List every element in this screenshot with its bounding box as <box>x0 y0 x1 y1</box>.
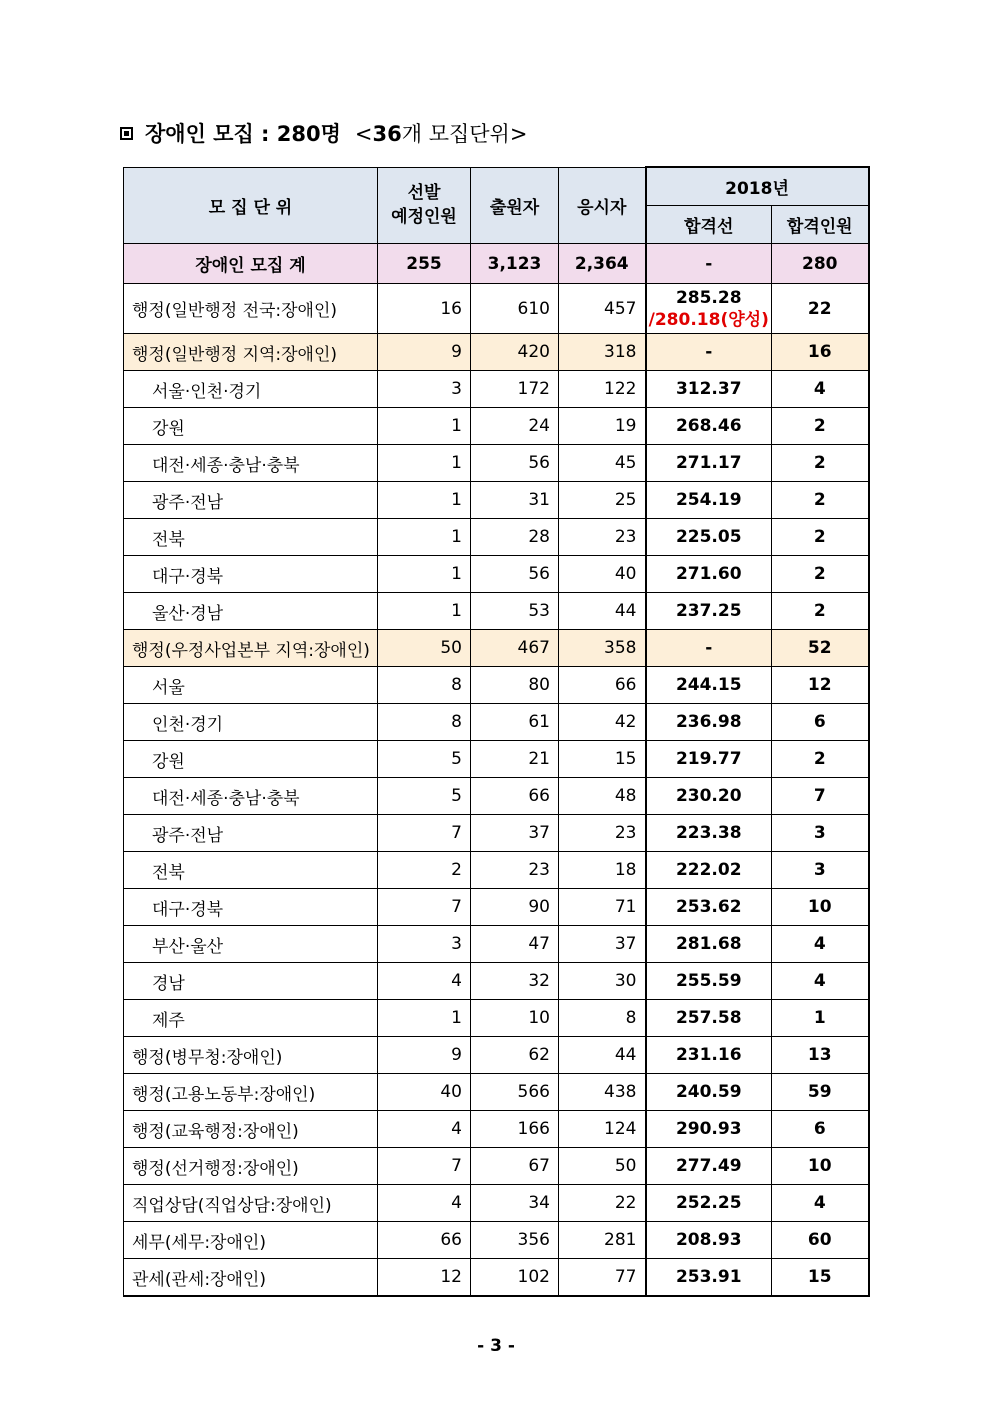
row-name: 서울 <box>124 667 378 704</box>
row-name: 행정(교육행정:장애인) <box>124 1111 378 1148</box>
row-planned: 12 <box>378 1259 471 1297</box>
row-cutoff: 271.17 <box>646 445 772 482</box>
row-planned: 50 <box>378 630 471 667</box>
row-planned: 40 <box>378 1074 471 1111</box>
row-cutoff: 281.68 <box>646 926 772 963</box>
row-passed: 3 <box>772 852 869 889</box>
row-planned: 4 <box>378 1111 471 1148</box>
row-examinees: 40 <box>559 556 646 593</box>
row-name: 직업상담(직업상담:장애인) <box>124 1185 378 1222</box>
row-cutoff: 253.62 <box>646 889 772 926</box>
row-planned: 7 <box>378 889 471 926</box>
row-name: 제주 <box>124 1000 378 1037</box>
row-applicants: 47 <box>471 926 559 963</box>
row-examinees: 358 <box>559 630 646 667</box>
recruitment-table <box>123 166 870 1297</box>
row-examinees: 438 <box>559 1074 646 1111</box>
row-planned: 1 <box>378 1000 471 1037</box>
row-applicants: 610 <box>471 284 559 334</box>
row-passed: 10 <box>772 1148 869 1185</box>
row-planned: 7 <box>378 815 471 852</box>
row-cutoff: - <box>646 334 772 371</box>
row-passed: 2 <box>772 408 869 445</box>
row-name: 인천·경기 <box>124 704 378 741</box>
col-header-passed: 합격인원 <box>772 206 869 244</box>
row-applicants: 166 <box>471 1111 559 1148</box>
row-examinees: 19 <box>559 408 646 445</box>
row-applicants: 62 <box>471 1037 559 1074</box>
row-passed: 2 <box>772 741 869 778</box>
row-passed: 6 <box>772 704 869 741</box>
row-planned: 1 <box>378 482 471 519</box>
row-passed: 22 <box>772 284 869 334</box>
row-name: 행정(고용노동부:장애인) <box>124 1074 378 1111</box>
row-passed: 2 <box>772 482 869 519</box>
total-passed: 280 <box>772 244 869 284</box>
units-text: 개 모집단위> <box>401 122 528 146</box>
heading-units <box>355 122 528 146</box>
row-passed: 59 <box>772 1074 869 1111</box>
row-applicants: 34 <box>471 1185 559 1222</box>
row-name: 행정(선거행정:장애인) <box>124 1148 378 1185</box>
row-name: 광주·전남 <box>124 815 378 852</box>
row-passed: 1 <box>772 1000 869 1037</box>
table-row <box>124 519 869 556</box>
row-applicants: 102 <box>471 1259 559 1297</box>
table-row <box>124 593 869 630</box>
row-examinees: 48 <box>559 778 646 815</box>
row-cutoff: 231.16 <box>646 1037 772 1074</box>
table-row <box>124 284 869 334</box>
table-row <box>124 556 869 593</box>
row-cutoff: 244.15 <box>646 667 772 704</box>
row-cutoff: 208.93 <box>646 1222 772 1259</box>
row-name: 대구·경북 <box>124 556 378 593</box>
row-examinees: 37 <box>559 926 646 963</box>
row-passed: 2 <box>772 593 869 630</box>
row-name: 부산·울산 <box>124 926 378 963</box>
table-row <box>124 963 869 1000</box>
table-row <box>124 1111 869 1148</box>
row-examinees: 122 <box>559 371 646 408</box>
row-passed: 7 <box>772 778 869 815</box>
row-passed: 16 <box>772 334 869 371</box>
row-passed: 4 <box>772 926 869 963</box>
col-header-applicants: 출원자 <box>471 167 559 244</box>
row-passed: 60 <box>772 1222 869 1259</box>
row-passed: 52 <box>772 630 869 667</box>
row-name: 대구·경북 <box>124 889 378 926</box>
row-examinees: 45 <box>559 445 646 482</box>
row-applicants: 23 <box>471 852 559 889</box>
table-row <box>124 889 869 926</box>
row-cutoff: 254.19 <box>646 482 772 519</box>
row-applicants: 32 <box>471 963 559 1000</box>
row-name: 서울·인천·경기 <box>124 371 378 408</box>
row-examinees: 281 <box>559 1222 646 1259</box>
row-applicants: 28 <box>471 519 559 556</box>
row-applicants: 56 <box>471 445 559 482</box>
row-applicants: 10 <box>471 1000 559 1037</box>
row-name: 행정(우정사업본부 지역:장애인) <box>124 630 378 667</box>
row-cutoff: 253.91 <box>646 1259 772 1297</box>
row-examinees: 30 <box>559 963 646 1000</box>
table-row <box>124 815 869 852</box>
row-name: 전북 <box>124 519 378 556</box>
row-applicants: 31 <box>471 482 559 519</box>
row-cutoff: 225.05 <box>646 519 772 556</box>
table-row <box>124 926 869 963</box>
units-open: < <box>354 122 373 146</box>
table-row <box>124 778 869 815</box>
row-examinees: 66 <box>559 667 646 704</box>
total-name: 장애인 모집 계 <box>124 244 378 284</box>
row-cutoff: 240.59 <box>646 1074 772 1111</box>
row-cutoff: 255.59 <box>646 963 772 1000</box>
table-row <box>124 1000 869 1037</box>
row-planned: 9 <box>378 334 471 371</box>
table-row <box>124 1148 869 1185</box>
table-row <box>124 371 869 408</box>
row-planned: 5 <box>378 741 471 778</box>
row-name: 행정(일반행정 지역:장애인) <box>124 334 378 371</box>
row-planned: 2 <box>378 852 471 889</box>
row-examinees: 50 <box>559 1148 646 1185</box>
row-applicants: 356 <box>471 1222 559 1259</box>
col-header-planned <box>378 167 471 244</box>
row-applicants: 24 <box>471 408 559 445</box>
row-examinees: 44 <box>559 1037 646 1074</box>
row-cutoff: 290.93 <box>646 1111 772 1148</box>
row-name: 대전·세종·충남·충북 <box>124 778 378 815</box>
planned-line1: 선발 <box>407 183 441 204</box>
row-examinees: 457 <box>559 284 646 334</box>
row-planned: 1 <box>378 519 471 556</box>
row-planned: 1 <box>378 593 471 630</box>
total-cutoff: - <box>646 244 772 284</box>
table-row <box>124 741 869 778</box>
row-applicants: 80 <box>471 667 559 704</box>
row-applicants: 90 <box>471 889 559 926</box>
row-applicants: 172 <box>471 371 559 408</box>
row-planned: 1 <box>378 408 471 445</box>
row-examinees: 71 <box>559 889 646 926</box>
total-planned: 255 <box>378 244 471 284</box>
cutoff-gender-value: /280.18(양성) <box>648 309 769 330</box>
row-examinees: 318 <box>559 334 646 371</box>
row-examinees: 8 <box>559 1000 646 1037</box>
table-row <box>124 1222 869 1259</box>
row-passed: 4 <box>772 1185 869 1222</box>
row-cutoff: 230.20 <box>646 778 772 815</box>
table-row <box>124 630 869 667</box>
row-name: 광주·전남 <box>124 482 378 519</box>
row-cutoff: 268.46 <box>646 408 772 445</box>
row-passed: 10 <box>772 889 869 926</box>
row-examinees: 25 <box>559 482 646 519</box>
row-applicants: 566 <box>471 1074 559 1111</box>
col-header-examinees: 응시자 <box>559 167 646 244</box>
row-examinees: 15 <box>559 741 646 778</box>
row-applicants: 420 <box>471 334 559 371</box>
row-name: 대전·세종·충남·충북 <box>124 445 378 482</box>
row-planned: 66 <box>378 1222 471 1259</box>
row-name: 행정(일반행정 전국:장애인) <box>124 284 378 334</box>
table-row <box>124 667 869 704</box>
row-passed: 2 <box>772 519 869 556</box>
square-bullet-icon <box>120 127 133 140</box>
row-cutoff: - <box>646 630 772 667</box>
row-examinees: 44 <box>559 593 646 630</box>
row-applicants: 56 <box>471 556 559 593</box>
row-name: 강원 <box>124 408 378 445</box>
row-examinees: 23 <box>559 815 646 852</box>
row-passed: 15 <box>772 1259 869 1297</box>
section-heading <box>120 118 527 148</box>
row-applicants: 21 <box>471 741 559 778</box>
row-passed: 2 <box>772 556 869 593</box>
row-planned: 9 <box>378 1037 471 1074</box>
page-number: - 3 - <box>477 1336 515 1356</box>
row-planned: 16 <box>378 284 471 334</box>
row-planned: 7 <box>378 1148 471 1185</box>
row-cutoff: 257.58 <box>646 1000 772 1037</box>
row-applicants: 66 <box>471 778 559 815</box>
row-planned: 8 <box>378 704 471 741</box>
row-planned: 4 <box>378 1185 471 1222</box>
row-cutoff: 271.60 <box>646 556 772 593</box>
row-cutoff: 219.77 <box>646 741 772 778</box>
col-header-year: 2018년 <box>646 167 869 206</box>
row-planned: 5 <box>378 778 471 815</box>
row-cutoff: 252.25 <box>646 1185 772 1222</box>
row-passed: 4 <box>772 963 869 1000</box>
table-row <box>124 334 869 371</box>
table-row <box>124 852 869 889</box>
row-applicants: 67 <box>471 1148 559 1185</box>
row-passed: 13 <box>772 1037 869 1074</box>
row-cutoff: 312.37 <box>646 371 772 408</box>
row-name: 강원 <box>124 741 378 778</box>
table-row <box>124 482 869 519</box>
row-name: 울산·경남 <box>124 593 378 630</box>
row-cutoff: 236.98 <box>646 704 772 741</box>
planned-line2: 예정인원 <box>391 207 457 228</box>
row-cutoff: 222.02 <box>646 852 772 889</box>
table-row <box>124 1185 869 1222</box>
heading-title: 장애인 모집 : 280명 <box>145 122 341 146</box>
row-passed: 4 <box>772 371 869 408</box>
row-passed: 12 <box>772 667 869 704</box>
row-applicants: 467 <box>471 630 559 667</box>
row-applicants: 37 <box>471 815 559 852</box>
row-examinees: 42 <box>559 704 646 741</box>
row-examinees: 124 <box>559 1111 646 1148</box>
row-passed: 3 <box>772 815 869 852</box>
table-row <box>124 1074 869 1111</box>
row-passed: 2 <box>772 445 869 482</box>
table-row <box>124 408 869 445</box>
row-planned: 8 <box>378 667 471 704</box>
row-examinees: 22 <box>559 1185 646 1222</box>
total-applicants: 3,123 <box>471 244 559 284</box>
row-cutoff: 237.25 <box>646 593 772 630</box>
row-passed: 6 <box>772 1111 869 1148</box>
row-name: 경남 <box>124 963 378 1000</box>
row-cutoff: 223.38 <box>646 815 772 852</box>
row-cutoff <box>646 284 772 334</box>
row-name: 세무(세무:장애인) <box>124 1222 378 1259</box>
row-applicants: 61 <box>471 704 559 741</box>
table-row <box>124 1259 869 1297</box>
units-count: 36 <box>372 122 402 146</box>
row-name: 행정(병무청:장애인) <box>124 1037 378 1074</box>
row-applicants: 53 <box>471 593 559 630</box>
table-row <box>124 1037 869 1074</box>
row-planned: 3 <box>378 926 471 963</box>
col-header-cutoff: 합격선 <box>646 206 772 244</box>
row-planned: 3 <box>378 371 471 408</box>
row-planned: 1 <box>378 556 471 593</box>
row-name: 전북 <box>124 852 378 889</box>
row-name: 관세(관세:장애인) <box>124 1259 378 1297</box>
cutoff-value: 285.28 <box>675 287 742 308</box>
total-row <box>124 244 869 284</box>
row-examinees: 23 <box>559 519 646 556</box>
row-examinees: 18 <box>559 852 646 889</box>
table-row <box>124 445 869 482</box>
row-planned: 1 <box>378 445 471 482</box>
row-planned: 4 <box>378 963 471 1000</box>
col-header-unit: 모 집 단 위 <box>124 167 378 244</box>
table-row <box>124 704 869 741</box>
row-cutoff: 277.49 <box>646 1148 772 1185</box>
total-examinees: 2,364 <box>559 244 646 284</box>
row-examinees: 77 <box>559 1259 646 1297</box>
